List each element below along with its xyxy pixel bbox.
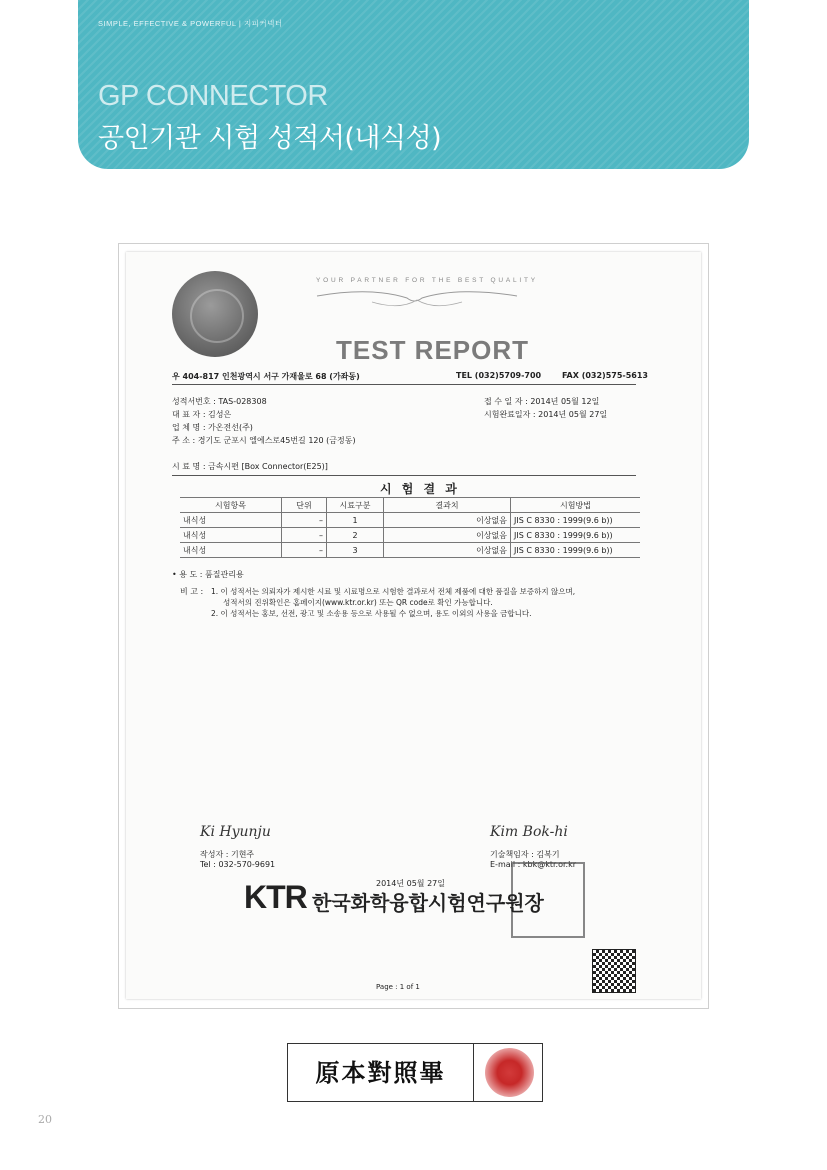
info-representative: 대 표 자 : 김성은 [172,410,232,419]
writer-contact: Tel : 032-570-9691 [200,860,276,869]
col-result: 결과치 [384,498,511,513]
report-fax: FAX (032)575-5613 [562,371,648,380]
manager-contact: E-mail : kbk@ktr.or.kr [490,860,576,869]
tagline: SIMPLE, EFFECTIVE & POWERFUL | 지피커넥터 [98,19,283,28]
col-method: 시험방법 [511,498,641,513]
sample-name: 시 료 명 : 금속시편 [Box Connector(E25)] [172,462,328,471]
manager-name: 기술책임자 : 김복기 [490,850,560,859]
report-frame [118,243,709,1009]
cell-test-item: 내식성 [180,528,282,543]
divider [172,475,636,476]
info-address: 주 소 : 경기도 군포시 엘에스로45번길 120 (금정동) [172,436,356,445]
red-seal-icon [485,1048,534,1097]
signature-manager: Kim Bok-hi [490,824,568,840]
cell-sample: 1 [327,513,384,528]
divider [172,384,636,385]
cell-unit: – [282,528,327,543]
cell-method: JIS C 8330 : 1999(9.6 b)) [511,513,641,528]
header-banner [78,0,749,169]
result-title: 시 험 결 과 [380,482,460,496]
info-report-no: 성적서번호 : TAS-028308 [172,397,267,406]
copy-verified-text: 原本對照畢 [288,1044,474,1101]
results-table [180,497,640,558]
report-tel: TEL (032)5709-700 [456,371,542,380]
page-line: Page : 1 of 1 [376,983,420,991]
remark-2: 2. 이 성적서는 홍보, 선전, 광고 및 소송용 등으로 사용될 수 없으며, 용도 이외의 사용을 금합니다. [211,609,532,618]
table-header-row [180,498,640,513]
purpose: • 용 도 : 품질관리용 [172,570,244,579]
title-english: GP CONNECTOR [98,80,328,112]
signature-writer: Ki Hyunju [200,824,271,840]
report-address: 우 404-817 인천광역시 서구 가재울로 68 (가좌동) [172,372,360,381]
info-received-date: 접 수 일 자 : 2014년 05월 12일 [484,397,600,406]
qr-code [592,949,636,993]
col-sample: 시료구분 [327,498,384,513]
cell-method: JIS C 8330 : 1999(9.6 b)) [511,528,641,543]
institute-name: 한국화학융합시험연구원장 [312,891,544,915]
cell-test-item: 내식성 [180,513,282,528]
cell-result: 이상없음 [384,543,511,558]
report-title: TEST REPORT [336,335,530,365]
table-row [180,543,640,558]
cell-sample: 2 [327,528,384,543]
cell-unit: – [282,543,327,558]
title-korean: 공인기관 시험 성적서(내식성) [98,123,442,154]
writer-name: 작성자 : 기현주 [200,850,255,859]
cell-result: 이상없음 [384,528,511,543]
remark-1: 1. 이 성적서는 의뢰자가 제시한 시료 및 시료명으로 시험한 결과로서 전체 제품에 대한 품질을 보증하지 않으며, [211,587,576,596]
table-row [180,513,640,528]
ktr-emblem-seal [172,271,258,357]
remarks-label: 비 고 : [180,587,204,596]
ornament-flourish [312,288,522,310]
issue-date: 2014년 05월 27일 [376,879,445,888]
cell-test-item: 내식성 [180,543,282,558]
cell-unit: – [282,513,327,528]
table-row [180,528,640,543]
remark-1-cont: 성적서의 진위확인은 홈페이지(www.ktr.or.kr) 또는 QR code로 확인 가능합니다. [223,598,493,607]
col-unit: 단위 [282,498,327,513]
cell-method: JIS C 8330 : 1999(9.6 b)) [511,543,641,558]
page-number: 20 [38,1113,52,1126]
info-completed-date: 시험완료일자 : 2014년 05월 27일 [484,410,608,419]
ktr-logo: KTR [244,879,307,915]
partner-slogan: YOUR PARTNER FOR THE BEST QUALITY [316,277,538,284]
test-report-document [126,252,701,999]
copy-verification-stamp [287,1043,543,1102]
cell-result: 이상없음 [384,513,511,528]
info-company: 업 체 명 : 가온전선(주) [172,423,253,432]
col-test-item: 시험항목 [180,498,282,513]
cell-sample: 3 [327,543,384,558]
